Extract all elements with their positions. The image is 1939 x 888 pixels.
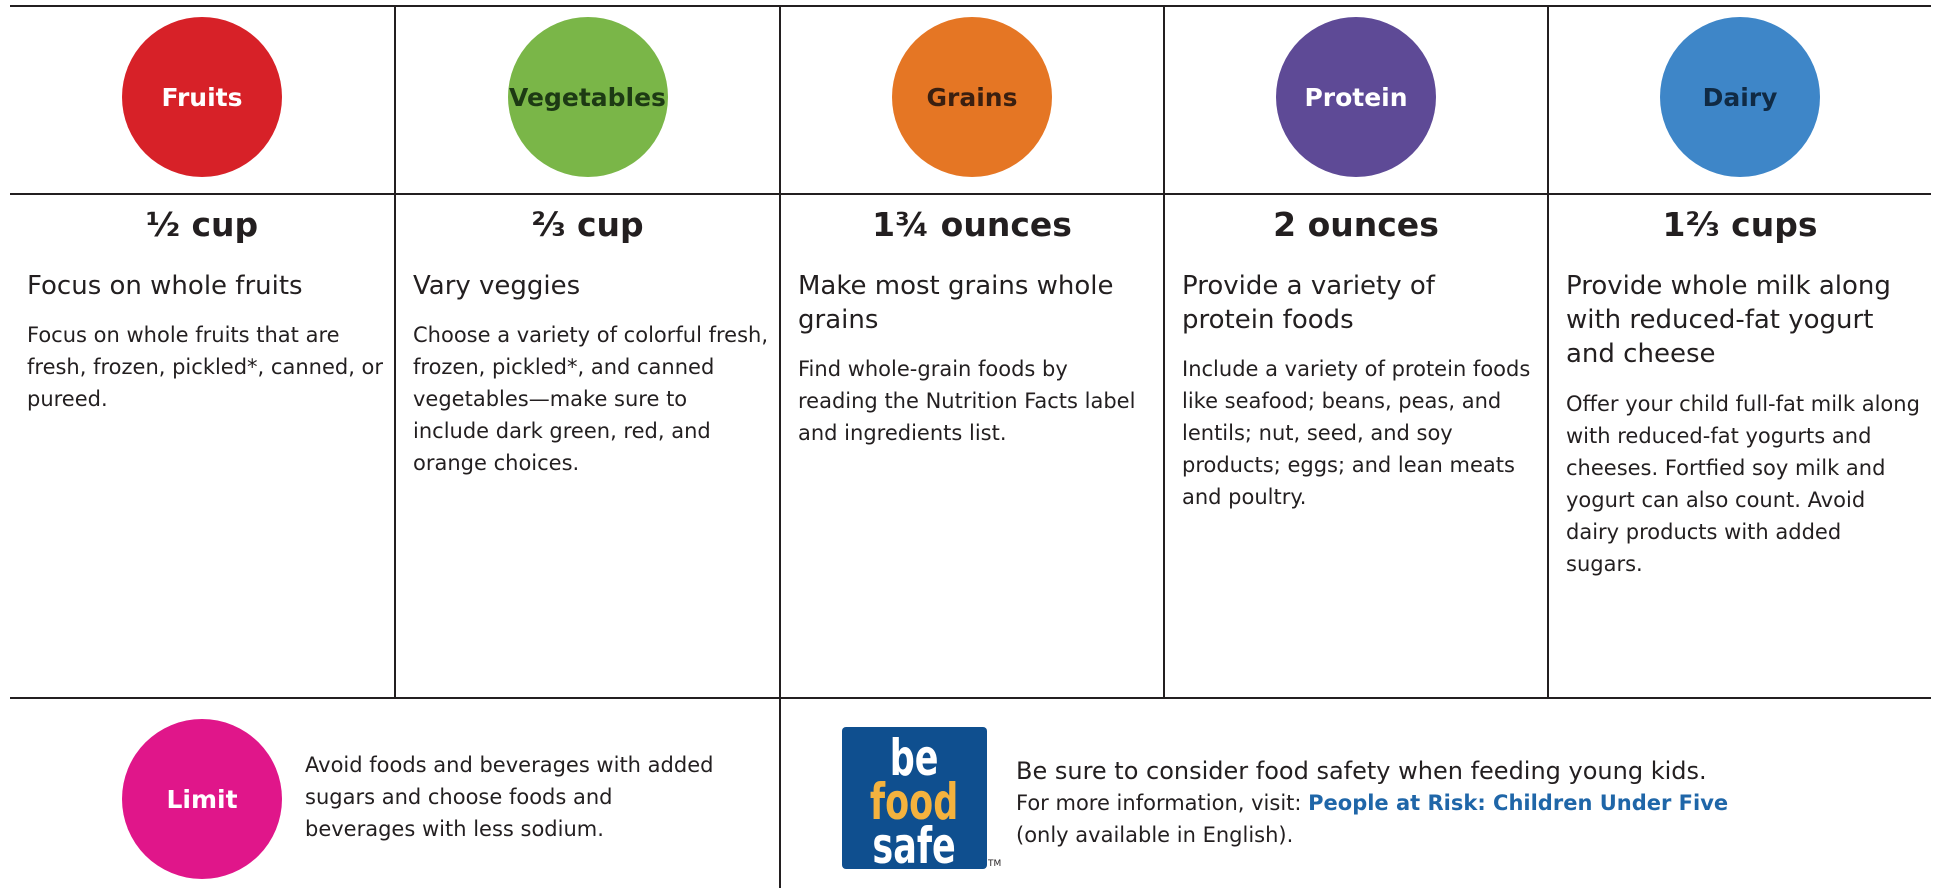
serving-amount: ⅔ cup [531, 205, 644, 244]
trademark-mark: TM [988, 859, 1002, 869]
group-description: Include a variety of protein foods like seafood; beans, peas, and lentils; nut, seed, and soy products; eggs; and lean meats and poultry. [1182, 357, 1531, 509]
group-label: Dairy [1702, 82, 1778, 112]
children-under-five-link[interactable]: People at Risk: Children Under Five [1308, 791, 1729, 815]
be-food-safe-logo-graphic [842, 727, 987, 869]
group-heading: Focus on whole fruits [27, 271, 303, 301]
group-heading: Make most grains whole grains [798, 271, 1114, 335]
language-note: (only available in English). [1016, 823, 1294, 847]
vegetables-circle [508, 17, 668, 177]
group-heading: Provide a variety of protein foods [1182, 271, 1435, 335]
group-label: Vegetables [509, 82, 666, 112]
dairy-circle [1660, 17, 1820, 177]
food-group-grains [781, 7, 1163, 697]
logo-word-be: be [889, 729, 939, 788]
serving-amount: 1⅔ cups [1662, 205, 1818, 244]
food-group-dairy [1549, 7, 1931, 697]
food-safety-info [1016, 787, 1916, 851]
food-group-fruits [10, 7, 394, 697]
protein-circle [1276, 17, 1436, 177]
grains-circle [892, 17, 1052, 177]
group-description: Find whole-grain foods by reading the Nutrition Facts label and ingredients list. [798, 357, 1136, 445]
food-group-table [10, 5, 1931, 886]
food-safety-headline: Be sure to consider food safety when feeding young kids. [1016, 757, 1707, 785]
limit-circle [122, 719, 282, 879]
logo-word-safe: safe [872, 817, 956, 869]
fruits-circle [122, 17, 282, 177]
group-heading: Provide whole milk along with reduced-fat yogurt and cheese [1566, 271, 1891, 369]
group-label: Grains [926, 82, 1018, 112]
group-description: Focus on whole fruits that are fresh, frozen, pickled*, canned, or pureed. [27, 323, 384, 411]
group-label: Fruits [161, 82, 243, 112]
group-label: Protein [1304, 82, 1408, 112]
group-description: Choose a variety of colorful fresh, frozen, pickled*, and canned vegetables—make sure to include dark green, red, and orange choices. [413, 323, 769, 475]
logo-word-food: food [869, 773, 959, 832]
serving-amount: 1¾ ounces [872, 205, 1072, 244]
be-food-safe-logo [842, 727, 987, 869]
serving-amount: ½ cup [145, 205, 259, 244]
info-prefix: For more information, visit: [1016, 791, 1309, 815]
limit-label: Limit [166, 784, 238, 814]
food-group-protein [1165, 7, 1547, 697]
food-group-vegetables [396, 7, 779, 697]
food-safety-section [782, 699, 1931, 888]
serving-amount: 2 ounces [1273, 205, 1439, 244]
group-heading: Vary veggies [413, 271, 581, 301]
group-description: Offer your child full-fat milk along with reduced-fat yogurts and cheeses. Fortfied soy milk and yogurt can also count. Avoid dairy products with added sugars. [1566, 392, 1920, 576]
limit-section [10, 699, 780, 888]
limit-description: Avoid foods and beverages with added sugars and choose foods and beverages with less sodium. [305, 753, 714, 841]
